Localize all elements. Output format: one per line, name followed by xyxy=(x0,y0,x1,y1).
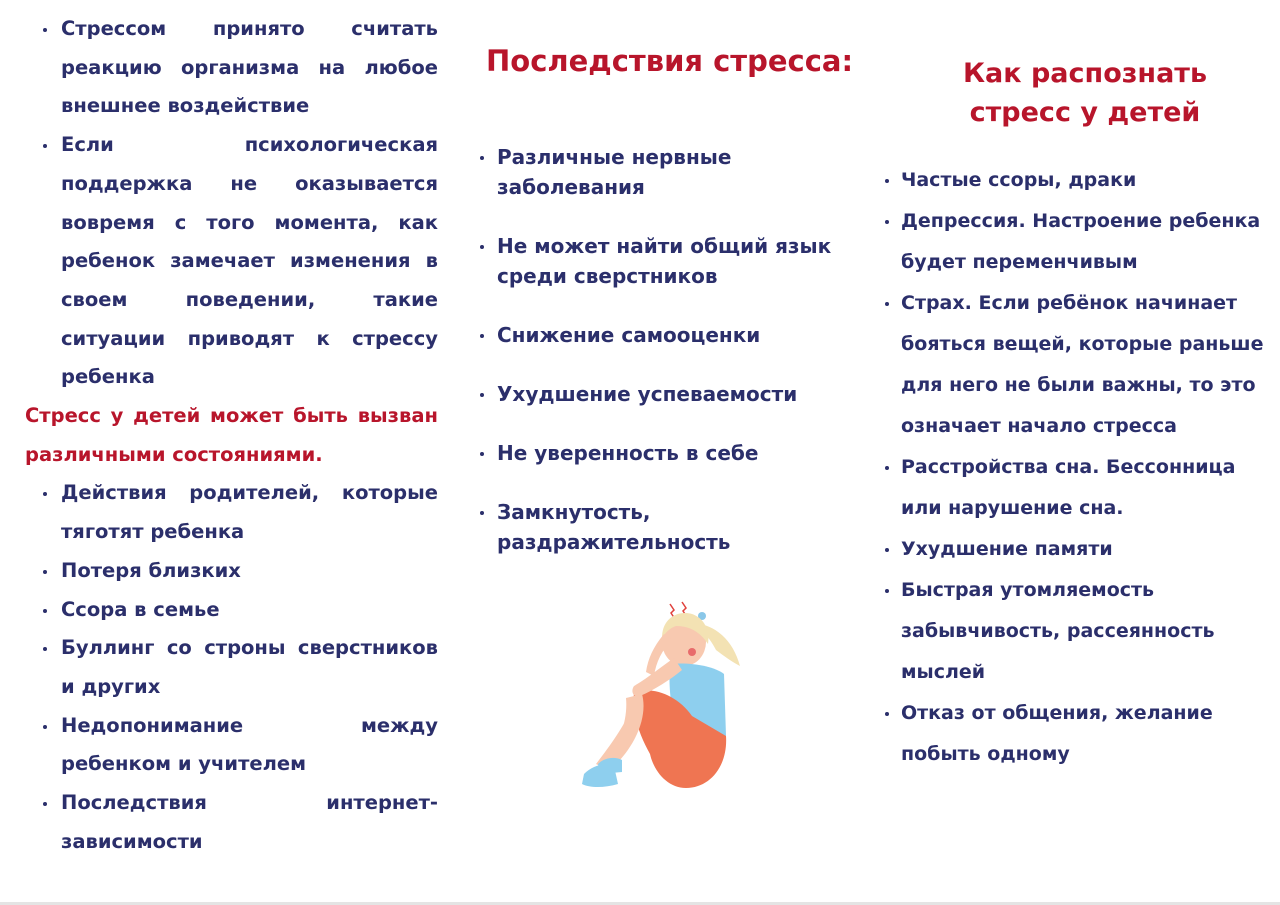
list-item: Если психологическая поддержка не оказывается вовремя с того момента, как ребенок замечает изменения в своем поведении, такие ситуации приводят к стрессу ребенка xyxy=(22,126,438,397)
title-line: Как распознать xyxy=(962,58,1208,89)
list-item: Ссора в семье xyxy=(22,591,438,630)
list-item: Недопонимание между ребенком и учителем xyxy=(22,707,438,784)
title-line: стресс у детей xyxy=(969,97,1201,128)
heading-line: Стресс у детей может быть вызван xyxy=(25,404,438,428)
stress-causes-list xyxy=(22,474,438,861)
list-item: Страх. Если ребёнок начинает бояться вещей, которые раньше для него не были важны, то это означает начало стресса xyxy=(880,283,1270,447)
list-item: Стрессом принято считать реакцию организма на любое внешнее воздействие xyxy=(22,10,438,126)
stressed-girl-icon xyxy=(574,596,754,796)
left-column xyxy=(22,10,438,861)
list-item: Ухудшение успеваемости xyxy=(476,379,846,409)
list-item: Расстройства сна. Бессонница или нарушение сна. xyxy=(880,447,1270,529)
list-item: Действия родителей, которые тяготят ребенка xyxy=(22,474,438,551)
list-item: Депрессия. Настроение ребенка будет переменчивым xyxy=(880,201,1270,283)
list-item: Ухудшение памяти xyxy=(880,529,1270,570)
list-item: Не уверенность в себе xyxy=(476,438,846,468)
consequences-list xyxy=(476,142,846,586)
list-item: Частые ссоры, драки xyxy=(880,160,1270,201)
list-item: Последствия интернет-зависимости xyxy=(22,784,438,861)
list-item: Замкнутость, раздражительность xyxy=(476,497,846,557)
consequences-title: Последствия стресса: xyxy=(486,44,854,78)
heading-line: различными состояниями. xyxy=(25,442,323,466)
symptoms-list xyxy=(880,160,1270,775)
list-item: Буллинг со строны сверстников и других xyxy=(22,629,438,706)
list-item: Быстрая утомляемость забывчивость, рассеянность мыслей xyxy=(880,570,1270,693)
stress-causes-heading xyxy=(25,397,438,474)
stress-definition-list xyxy=(22,10,438,397)
list-item: Потеря близких xyxy=(22,552,438,591)
list-item: Не может найти общий язык среди сверстников xyxy=(476,231,846,291)
list-item: Снижение самооценки xyxy=(476,320,846,350)
list-item: Различные нервные заболевания xyxy=(476,142,846,202)
list-item: Отказ от общения, желание побыть одному xyxy=(880,693,1270,775)
recognize-stress-title xyxy=(880,54,1280,132)
